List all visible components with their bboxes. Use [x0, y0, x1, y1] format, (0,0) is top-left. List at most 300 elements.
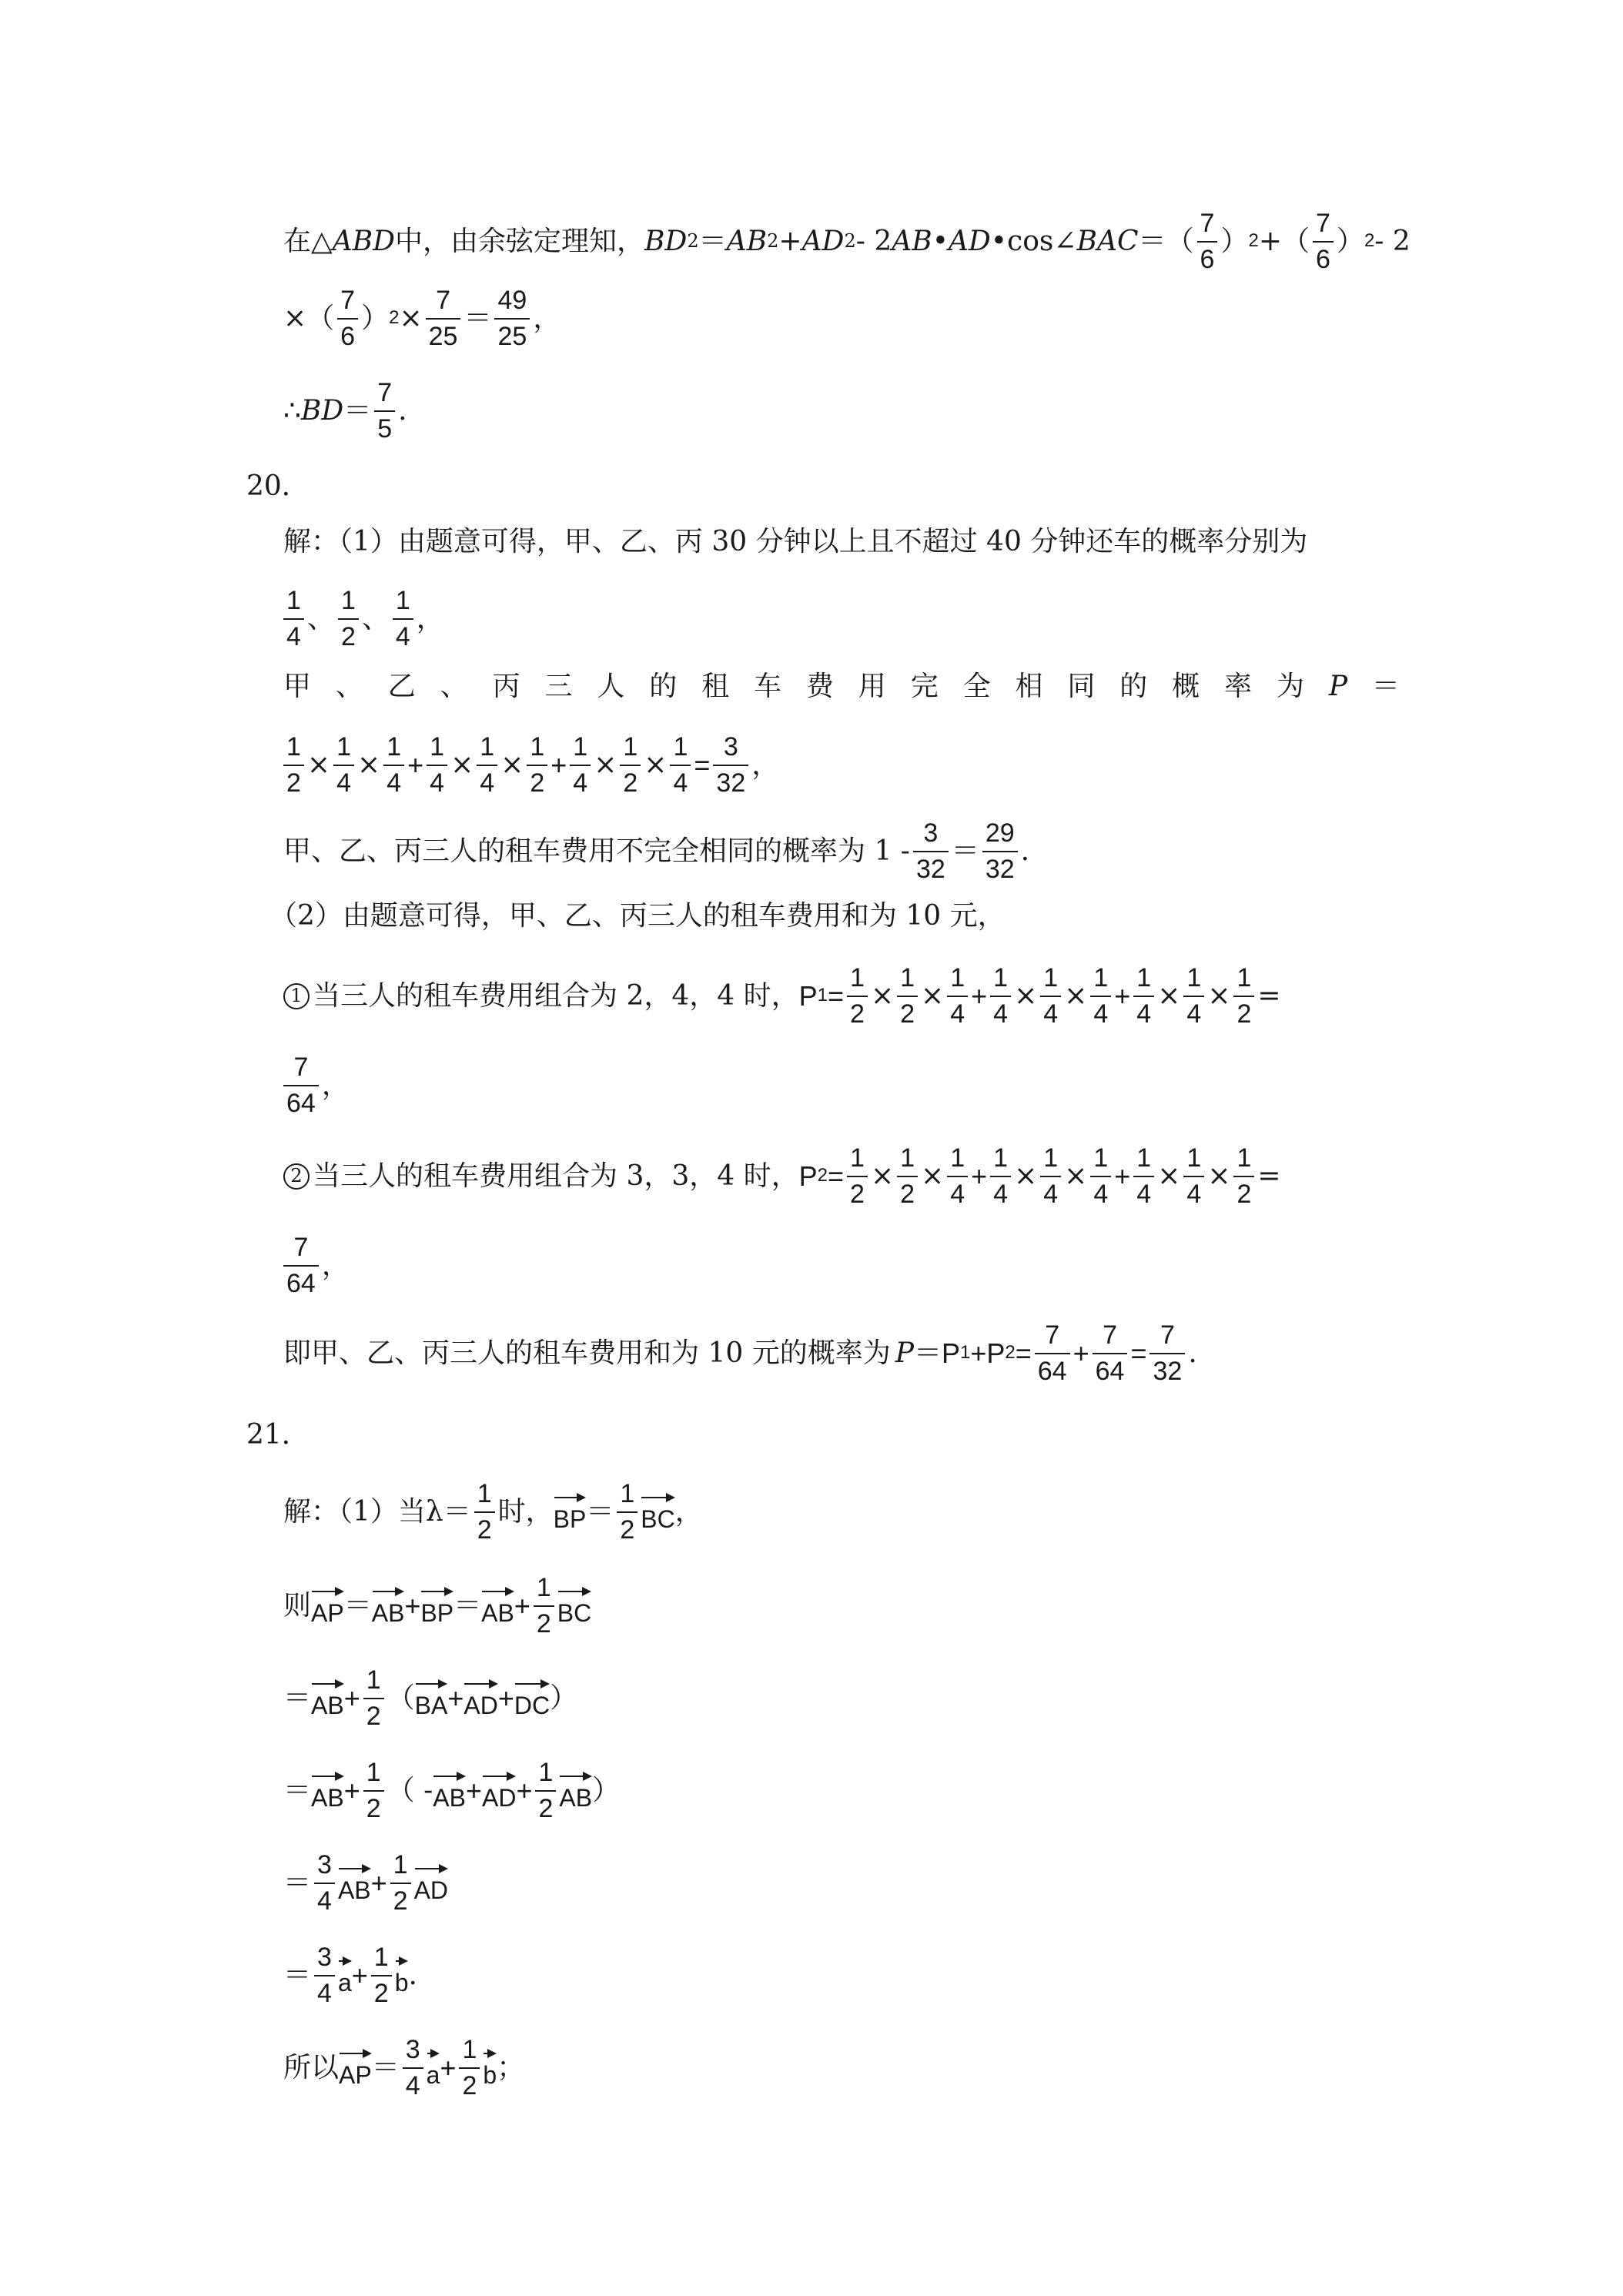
- text: =: [1257, 980, 1281, 1012]
- text: +: [343, 1682, 360, 1715]
- numerator: 1: [387, 732, 402, 761]
- text: 中，由余弦定理知，: [395, 226, 645, 258]
- vector: AB: [311, 1677, 344, 1720]
- numerator: 1: [430, 732, 445, 761]
- vector: AB: [559, 1769, 592, 1812]
- text: ×: [1157, 1160, 1181, 1193]
- fraction: [338, 585, 359, 653]
- denominator: 64: [1035, 1353, 1070, 1387]
- numerator: 1: [340, 586, 356, 615]
- denominator: 4: [990, 996, 1011, 1030]
- text: ×: [500, 749, 524, 782]
- denominator: 4: [947, 996, 968, 1030]
- text: 20．: [246, 470, 310, 502]
- vector: AB: [338, 1862, 371, 1905]
- denominator: 32: [713, 765, 748, 799]
- text: ＝: [1371, 671, 1400, 702]
- fraction: [314, 1849, 335, 1917]
- numerator: 1: [336, 732, 352, 761]
- text: ×: [1207, 1160, 1231, 1193]
- subscript: 1: [817, 985, 828, 1006]
- numerator: 1: [366, 1758, 381, 1787]
- text: ×: [450, 749, 474, 782]
- text: （: [387, 1682, 415, 1715]
- text: BD: [644, 226, 688, 258]
- text: P: [1328, 671, 1348, 702]
- fraction: [1149, 1320, 1185, 1387]
- text: 三: [544, 671, 573, 702]
- fraction: [371, 1942, 392, 2010]
- fraction: [947, 1143, 968, 1210]
- text: +: [970, 1337, 987, 1370]
- vector: a: [338, 1954, 352, 1997]
- s21-line-2: [283, 1572, 1400, 1640]
- text: 费: [805, 671, 834, 702]
- fraction: [1040, 1143, 1061, 1210]
- denominator: 4: [314, 1975, 335, 2010]
- numerator: 7: [293, 1233, 309, 1262]
- numerator: 1: [538, 1758, 554, 1787]
- numerator: 1: [1236, 963, 1252, 992]
- s20-line-3: [283, 670, 1400, 703]
- numerator: 3: [317, 1850, 332, 1879]
- text: 全: [962, 671, 991, 702]
- text: ＝: [343, 1590, 372, 1622]
- denominator: 32: [1149, 1353, 1185, 1387]
- text: 车: [754, 671, 782, 702]
- denominator: 2: [283, 765, 304, 799]
- text: BAC: [1076, 226, 1139, 258]
- text: ×: [1064, 1160, 1088, 1193]
- superscript: 2: [844, 230, 856, 253]
- text: 所以: [283, 2052, 340, 2084]
- fraction: [459, 2034, 480, 2102]
- numerator: 1: [1186, 1143, 1202, 1173]
- numerator: 1: [1093, 963, 1109, 992]
- denominator: 32: [982, 851, 1018, 885]
- fraction: [947, 962, 968, 1030]
- fraction: [1183, 962, 1204, 1030]
- text: ，: [321, 1069, 350, 1102]
- fraction: [474, 1478, 495, 1546]
- fraction: [1040, 962, 1061, 1030]
- denominator: 25: [426, 318, 461, 353]
- vector: AP: [311, 1585, 344, 1628]
- fraction: [1197, 208, 1218, 276]
- text: +: [550, 749, 567, 782]
- vector: b: [395, 1954, 409, 1997]
- vector: AD: [414, 1862, 448, 1905]
- text: 相: [1015, 671, 1043, 702]
- s21-line-5: [283, 1849, 1400, 1917]
- subscript: 2: [817, 1165, 828, 1186]
- numerator: 1: [1093, 1143, 1109, 1173]
- superscript: 2: [389, 307, 400, 329]
- denominator: 4: [1133, 996, 1154, 1030]
- denominator: 4: [947, 1176, 968, 1210]
- fraction: [1093, 1320, 1128, 1387]
- text: ＝: [283, 1960, 312, 1992]
- denominator: 6: [1313, 241, 1334, 276]
- text: ×: [1014, 980, 1038, 1012]
- text: +: [971, 1160, 988, 1193]
- text: +: [407, 749, 424, 782]
- text: 租: [701, 671, 730, 702]
- text: 、: [440, 671, 468, 702]
- fraction: [363, 1757, 384, 1825]
- s20-line-6: [269, 899, 1386, 932]
- text: 率: [1224, 671, 1253, 702]
- fraction: [283, 731, 304, 799]
- text: 、: [361, 603, 390, 635]
- fraction: [913, 818, 949, 885]
- vector: AB: [372, 1585, 405, 1628]
- vector: AB: [481, 1585, 514, 1628]
- numerator: 1: [395, 586, 410, 615]
- denominator: 4: [1090, 1176, 1111, 1210]
- text: ×: [1207, 980, 1231, 1012]
- numerator: 1: [950, 1143, 965, 1173]
- vector: BC: [641, 1491, 674, 1534]
- text: P: [895, 1337, 914, 1370]
- text: - 2: [1374, 226, 1411, 258]
- text: .: [408, 1960, 417, 1992]
- text: ）: [1220, 226, 1249, 258]
- fraction: [570, 731, 591, 799]
- denominator: 2: [371, 1975, 392, 2010]
- fraction: [1035, 1320, 1070, 1387]
- text: +: [516, 1775, 533, 1807]
- numerator: 7: [1103, 1320, 1117, 1350]
- text: ＝: [463, 303, 492, 335]
- text: 在△: [283, 226, 333, 258]
- numerator: 1: [530, 732, 545, 761]
- fraction: [620, 731, 641, 799]
- numerator: 1: [993, 1143, 1009, 1173]
- text: 、: [306, 603, 335, 635]
- text: ×: [921, 1160, 945, 1193]
- s21-line-7: [283, 2034, 1400, 2102]
- text: （ -: [387, 1775, 433, 1807]
- fraction: [990, 962, 1011, 1030]
- vector: BP: [420, 1585, 453, 1628]
- numerator: 7: [1045, 1320, 1060, 1350]
- numerator: 1: [477, 1479, 492, 1508]
- numerator: 7: [1200, 209, 1215, 238]
- vector: AB: [433, 1769, 466, 1812]
- denominator: 2: [897, 996, 918, 1030]
- s20-line-10: [283, 1232, 1400, 1300]
- text: ＝（: [1138, 226, 1194, 258]
- text: +: [1073, 1337, 1089, 1370]
- fraction: [333, 731, 354, 799]
- denominator: 4: [283, 618, 304, 653]
- denominator: 2: [1233, 1176, 1254, 1210]
- denominator: 2: [474, 1511, 495, 1546]
- fraction: [390, 1849, 411, 1917]
- s21-line-6: [283, 1942, 1400, 2010]
- denominator: 4: [403, 2067, 423, 2102]
- text: ×: [357, 749, 381, 782]
- vector: BC: [557, 1585, 591, 1628]
- text: 甲: [283, 671, 312, 702]
- text: 为: [1276, 671, 1304, 702]
- text: ×: [306, 749, 331, 782]
- denominator: 2: [459, 2067, 480, 2102]
- denominator: 2: [535, 1790, 556, 1825]
- text: P: [941, 1337, 960, 1370]
- denominator: 4: [570, 765, 591, 799]
- fraction: [982, 818, 1018, 885]
- denominator: 2: [527, 765, 547, 799]
- numerator: 1: [373, 1943, 389, 1972]
- denominator: 25: [494, 318, 530, 353]
- text: 的: [649, 671, 678, 702]
- text: •cos∠: [990, 226, 1077, 258]
- s20-line-7: [283, 962, 1400, 1030]
- numerator: 7: [340, 286, 356, 315]
- text: 、: [335, 671, 363, 702]
- fraction: [383, 731, 404, 799]
- text: +: [351, 1960, 368, 1992]
- fraction: [847, 962, 868, 1030]
- s19-line-3: [283, 377, 1400, 445]
- subscript: 1: [959, 1342, 971, 1364]
- text: ）: [361, 303, 390, 335]
- text: ，: [321, 1250, 350, 1282]
- s21-line-4: [283, 1757, 1400, 1825]
- denominator: 2: [363, 1790, 384, 1825]
- text: AB: [892, 226, 932, 258]
- fraction: [1313, 208, 1334, 276]
- denominator: 4: [1183, 996, 1204, 1030]
- text: =: [694, 749, 711, 782]
- vector: AB: [311, 1769, 344, 1812]
- text: =: [827, 980, 845, 1012]
- numerator: 7: [1316, 209, 1330, 238]
- fraction: [534, 1572, 554, 1640]
- text: 乙: [387, 671, 416, 702]
- text: +: [447, 1682, 464, 1715]
- denominator: 2: [390, 1883, 411, 1917]
- superscript: 2: [1364, 230, 1375, 252]
- text: 2: [290, 1165, 303, 1187]
- text: +: [465, 1775, 482, 1807]
- text: ＝: [283, 1775, 312, 1807]
- numerator: 3: [317, 1943, 332, 1972]
- fraction: [897, 1143, 918, 1210]
- fraction: [535, 1757, 556, 1825]
- text: P: [986, 1337, 1006, 1370]
- fraction: [1233, 1143, 1254, 1210]
- text: ×: [399, 303, 423, 335]
- s21-line-3: [283, 1665, 1400, 1732]
- fraction: [990, 1143, 1011, 1210]
- vector: BA: [415, 1677, 448, 1720]
- numerator: 1: [480, 732, 495, 761]
- s20-line-11: [283, 1320, 1400, 1387]
- text: BD: [300, 395, 344, 427]
- numerator: 7: [436, 286, 451, 315]
- text: ，: [416, 603, 444, 635]
- numerator: 1: [993, 963, 1009, 992]
- text: ＝: [951, 835, 979, 868]
- s20-line-4: [283, 731, 1400, 799]
- vector: b: [483, 2047, 497, 2090]
- numerator: 1: [1236, 1143, 1252, 1173]
- numerator: 49: [497, 286, 527, 315]
- text: ）: [550, 1682, 578, 1715]
- text: +: [370, 1867, 387, 1899]
- numerator: 1: [536, 1573, 551, 1602]
- numerator: 1: [620, 1479, 635, 1508]
- text: +: [343, 1775, 360, 1807]
- text: +: [514, 1590, 530, 1622]
- denominator: 2: [617, 1511, 637, 1546]
- text: ＝: [371, 2052, 400, 2084]
- numerator: 1: [850, 963, 865, 992]
- fraction: [847, 1143, 868, 1210]
- vector: AD: [463, 1677, 497, 1720]
- fraction: [897, 962, 918, 1030]
- fraction: [1183, 1143, 1204, 1210]
- s19-line-2: [283, 285, 1400, 353]
- text: •: [932, 226, 949, 258]
- text: =: [1130, 1337, 1147, 1370]
- fraction: [283, 1052, 319, 1120]
- text: ＝: [913, 1337, 942, 1370]
- text: ＝: [283, 1682, 312, 1715]
- text: ×: [921, 980, 945, 1012]
- text: ×: [594, 749, 617, 782]
- numerator: 1: [623, 732, 638, 761]
- fraction: [494, 285, 530, 353]
- text: 则: [283, 1590, 312, 1622]
- text: ）: [1336, 226, 1364, 258]
- text: ；: [497, 2052, 525, 2084]
- text: +: [1114, 980, 1131, 1012]
- numerator: 1: [573, 732, 588, 761]
- text: P: [798, 980, 818, 1012]
- text: 同: [1067, 671, 1096, 702]
- fraction: [283, 1232, 319, 1300]
- text: 解：（1）由题意可得，甲、乙、丙 30 分钟以上且不超过 40 分钟还车的概率分别为: [283, 526, 1308, 557]
- numerator: 1: [1136, 1143, 1152, 1173]
- fraction: [713, 731, 748, 799]
- numerator: 1: [850, 1143, 865, 1173]
- fraction: [337, 285, 358, 353]
- denominator: 4: [393, 618, 413, 653]
- superscript: 2: [687, 230, 699, 253]
- denominator: 4: [990, 1176, 1011, 1210]
- text: .: [1020, 835, 1030, 868]
- denominator: 4: [1040, 996, 1061, 1030]
- text: +: [404, 1590, 421, 1622]
- question-number-21: [246, 1418, 1363, 1451]
- fraction: [527, 731, 547, 799]
- denominator: 2: [847, 996, 868, 1030]
- text: - 2: [855, 226, 892, 258]
- numerator: 1: [286, 586, 301, 615]
- fraction: [314, 1942, 335, 2010]
- vector: AD: [482, 1769, 516, 1812]
- numerator: 7: [1160, 1320, 1175, 1350]
- fraction: [477, 731, 497, 799]
- text: ）: [592, 1775, 621, 1807]
- denominator: 6: [337, 318, 358, 353]
- denominator: 2: [620, 765, 641, 799]
- text: 概: [1172, 671, 1200, 702]
- text: 丙: [492, 671, 520, 702]
- text: ∴: [283, 395, 301, 427]
- denominator: 4: [477, 765, 497, 799]
- fraction: [1090, 962, 1111, 1030]
- s19-line-1: [283, 208, 1411, 276]
- text: ABD: [332, 226, 396, 258]
- numerator: 1: [462, 2035, 477, 2064]
- text: ×: [870, 1160, 895, 1193]
- fraction: [1233, 962, 1254, 1030]
- vector: AP: [339, 2047, 372, 2090]
- text: +: [971, 980, 988, 1012]
- denominator: 64: [283, 1265, 319, 1300]
- text: 当三人的租车费用组合为 2，4，4 时，: [313, 980, 799, 1012]
- numerator: 7: [293, 1053, 309, 1082]
- text: 人: [597, 671, 625, 702]
- text: +: [497, 1682, 514, 1715]
- denominator: 4: [1040, 1176, 1061, 1210]
- text: ×: [1014, 1160, 1038, 1193]
- text: +: [778, 226, 802, 258]
- denominator: 4: [427, 765, 447, 799]
- text: （2）由题意可得，甲、乙、丙三人的租车费用和为 10 元，: [269, 900, 1006, 932]
- text: .: [1188, 1337, 1197, 1370]
- text: +（: [1258, 226, 1310, 258]
- denominator: 2: [363, 1698, 384, 1732]
- denominator: 2: [847, 1176, 868, 1210]
- fraction: [617, 1478, 637, 1546]
- numerator: 1: [1043, 1143, 1059, 1173]
- numerator: 1: [286, 732, 301, 761]
- denominator: 4: [314, 1883, 335, 1917]
- text: ，: [751, 749, 780, 782]
- text: 即甲、乙、丙三人的租车费用和为 10 元的概率为: [283, 1337, 891, 1370]
- fraction: [1133, 1143, 1154, 1210]
- fraction: [670, 731, 691, 799]
- s20-line-2: [283, 585, 1400, 653]
- denominator: 4: [670, 765, 691, 799]
- circled-number-icon: [283, 983, 310, 1009]
- fraction: [283, 585, 304, 653]
- fraction: [427, 731, 447, 799]
- text: 的: [1119, 671, 1148, 702]
- text: 用: [858, 671, 886, 702]
- denominator: 4: [1183, 1176, 1204, 1210]
- numerator: 3: [923, 818, 939, 848]
- text: ＝: [698, 226, 727, 258]
- text: 解：（1）当λ＝: [283, 1496, 471, 1528]
- text: ×: [644, 749, 668, 782]
- text: ＝: [586, 1496, 614, 1528]
- numerator: 1: [393, 1850, 408, 1879]
- fraction: [1133, 962, 1154, 1030]
- text: =: [827, 1160, 845, 1193]
- text: 甲、乙、丙三人的租车费用不完全相同的概率为 1 -: [283, 835, 910, 868]
- denominator: 4: [333, 765, 354, 799]
- denominator: 4: [1133, 1176, 1154, 1210]
- text: ×: [1064, 980, 1088, 1012]
- denominator: 6: [1197, 241, 1218, 276]
